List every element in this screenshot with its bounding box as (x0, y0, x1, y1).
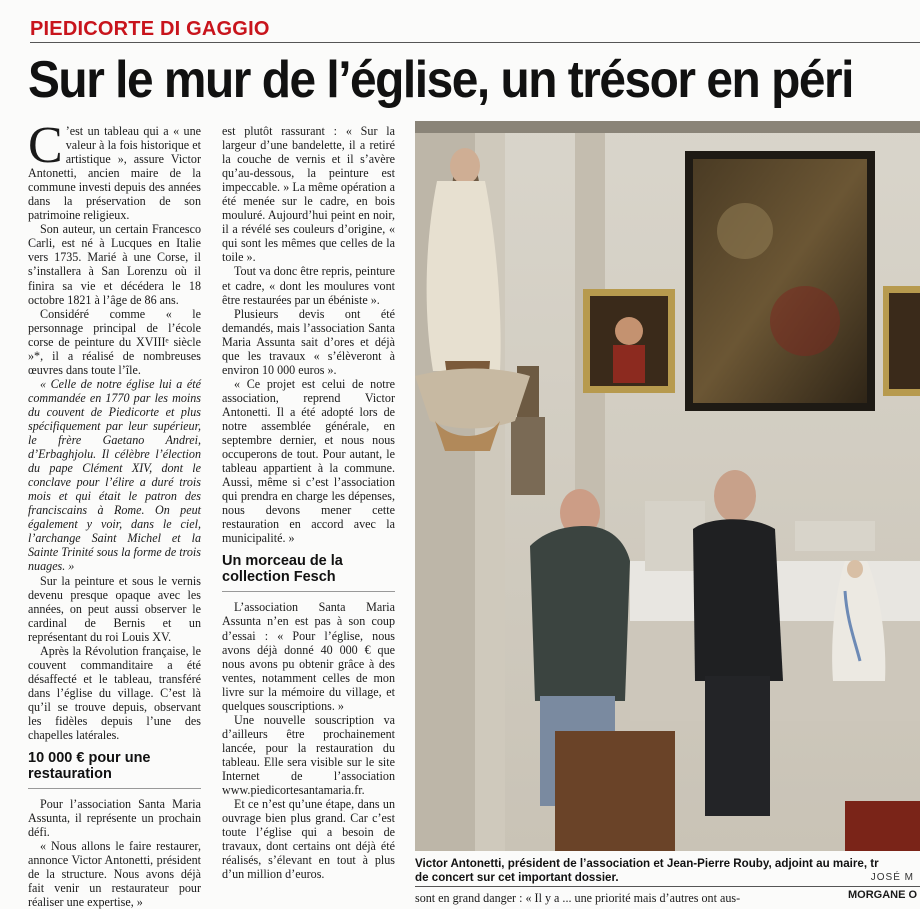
paragraph: Après la Révolution française, le couvent commanditaire a été désaffecté et le tableau, transféré dans l’église du village. C’est là qu’il se trouve depuis, observant les fidèles depuis l’une des chapelles latérales. (28, 643, 201, 743)
subheading-fesch: Un morceau de la collection Fesch (222, 553, 343, 586)
author-byline: MORGANE O (848, 889, 918, 901)
paragraph: Et ce n’est qu’une étape, dans un ouvrage bien plus grand. Car c’est toute l’église qui a besoin de travaux, dont certains ont déjà été réalisés, s’élevant en tout à plus d’un million d’euros. (222, 797, 395, 882)
paragraph: « Nous allons le faire restaurer, annonce Victor Antonetti, président de la structure. Nous avons déjà fait venir un restaurateur pour réaliser une expertise, » (28, 839, 201, 909)
photo-credit: JOSÉ M (870, 872, 914, 883)
continued-text: sont en grand danger : « Il y a ... une priorité mais d’autres ont aus- (415, 891, 741, 905)
subheading-divider (28, 788, 201, 789)
paragraph: Plusieurs devis ont été demandés, mais l’association Santa Maria Assunta sait d’ores et déjà que les travaux « s’élèveront à environ 10 000 euros ». (222, 306, 395, 377)
paragraph: Sur la peinture et sous le vernis devenu presque opaque avec les années, on peut aussi observer le cardinal de Bernis et un représentant du roi Louis XV. (28, 573, 201, 644)
paragraph: L’association Santa Maria Assunta n’en est pas à son coup d’essai : « Pour l’église, nous avons déjà donné 40 000 € que nous avons pu obtenir grâce à des ventes, notamment celles de mon livre sur la mémoire du village, et quelques souscriptions. » (222, 600, 395, 713)
subheading-divider (222, 591, 395, 592)
subheading-restauration: 10 000 € pour une restauration (28, 750, 151, 783)
article-headline: Sur le mur de l’église, un trésor en péri (28, 51, 853, 109)
photo-caption: Victor Antonetti, président de l’association et Jean-Pierre Rouby, adjoint au maire, tr de concert sur cet important dossier. (415, 857, 879, 884)
paragraph: Son auteur, un certain Francesco Carli, est né à Lucques en Italie vers 1735. Marié à une Corse, il s’installera à San Lorenzu où il finira sa vie et décédera le 18 octobre 1821 à l’âge de 86 ans. (28, 222, 201, 307)
paragraph: Une nouvelle souscription va d’ailleurs être prochainement lancée, pour la restauration du tableau. Elle sera visible sur le site Internet de l’association www.piedicortesantamaria.fr. (222, 712, 395, 798)
lead-paragraph: C ’est un tableau qui a « une valeur à la fois historique et artistique », assure Victor Antonetti, ancien maire de la commune investi depuis des années dans la préservation de son patrimoine religieux. (28, 117, 201, 223)
paragraph: Considéré comme « le personnage principal de l’école corse de peinture du XVIIIᵉ siècle »*, il a réalisé de nombreuses œuvres dans toute l’île. (28, 306, 201, 377)
article-column-1 (28, 117, 201, 909)
article-column-2 (222, 124, 395, 881)
bottom-divider (415, 886, 920, 887)
drop-cap: C (28, 117, 63, 174)
quote-paragraph: « Ce projet est celui de notre association, reprend Victor Antonetti. Il a été adopté lors de notre assemblée générale, en septembre dernier, et nous nous occuperons de tout. Pour autant, le tableau appartient à la commune. Aussi, même si c’est l’association qui prendra en charge les dépenses, nous devons mener cette restauration en accord avec la municipalité. » (222, 376, 395, 546)
article-photo (415, 121, 920, 851)
paragraph: Tout va donc être repris, peinture et cadre, « dont les moulures vont être restaurées par un ébéniste ». (222, 264, 395, 307)
section-kicker: PIEDICORTE DI GAGGIO (30, 18, 270, 40)
paragraph: Pour l’association Santa Maria Assunta, il représente un prochain défi. (28, 797, 201, 840)
kicker-divider (30, 42, 920, 43)
quote-paragraph: « Celle de notre église lui a été commandée en 1770 par les moins du couvent de Piedicorte et plus spécifiquement par leur supérieur, le frère Gaetano Andrei, d’Erbaghjolu. Il célèbre l’élection du pape Clément XIV, dont le conclave pour l’élire a duré trois mois et qui était le patron des franciscains à Rome. On peut également y voir, dans le ciel, l’archange Saint Michel et la Sainte Trinité sous la forme de trois nuages. » (28, 376, 201, 574)
paragraph: est plutôt rassurant : « Sur la largeur d’une bandelette, il a retiré la couche de vernis et il s’avère qu’au-dessous, la peinture est impeccable. » La même opération a été menée sur le cadre, en bois mouluré. Aujourd’hui peint en noir, il a révélé ses couleurs d’origine, « qui sont les mêmes que celles de la toile ». (222, 124, 395, 265)
